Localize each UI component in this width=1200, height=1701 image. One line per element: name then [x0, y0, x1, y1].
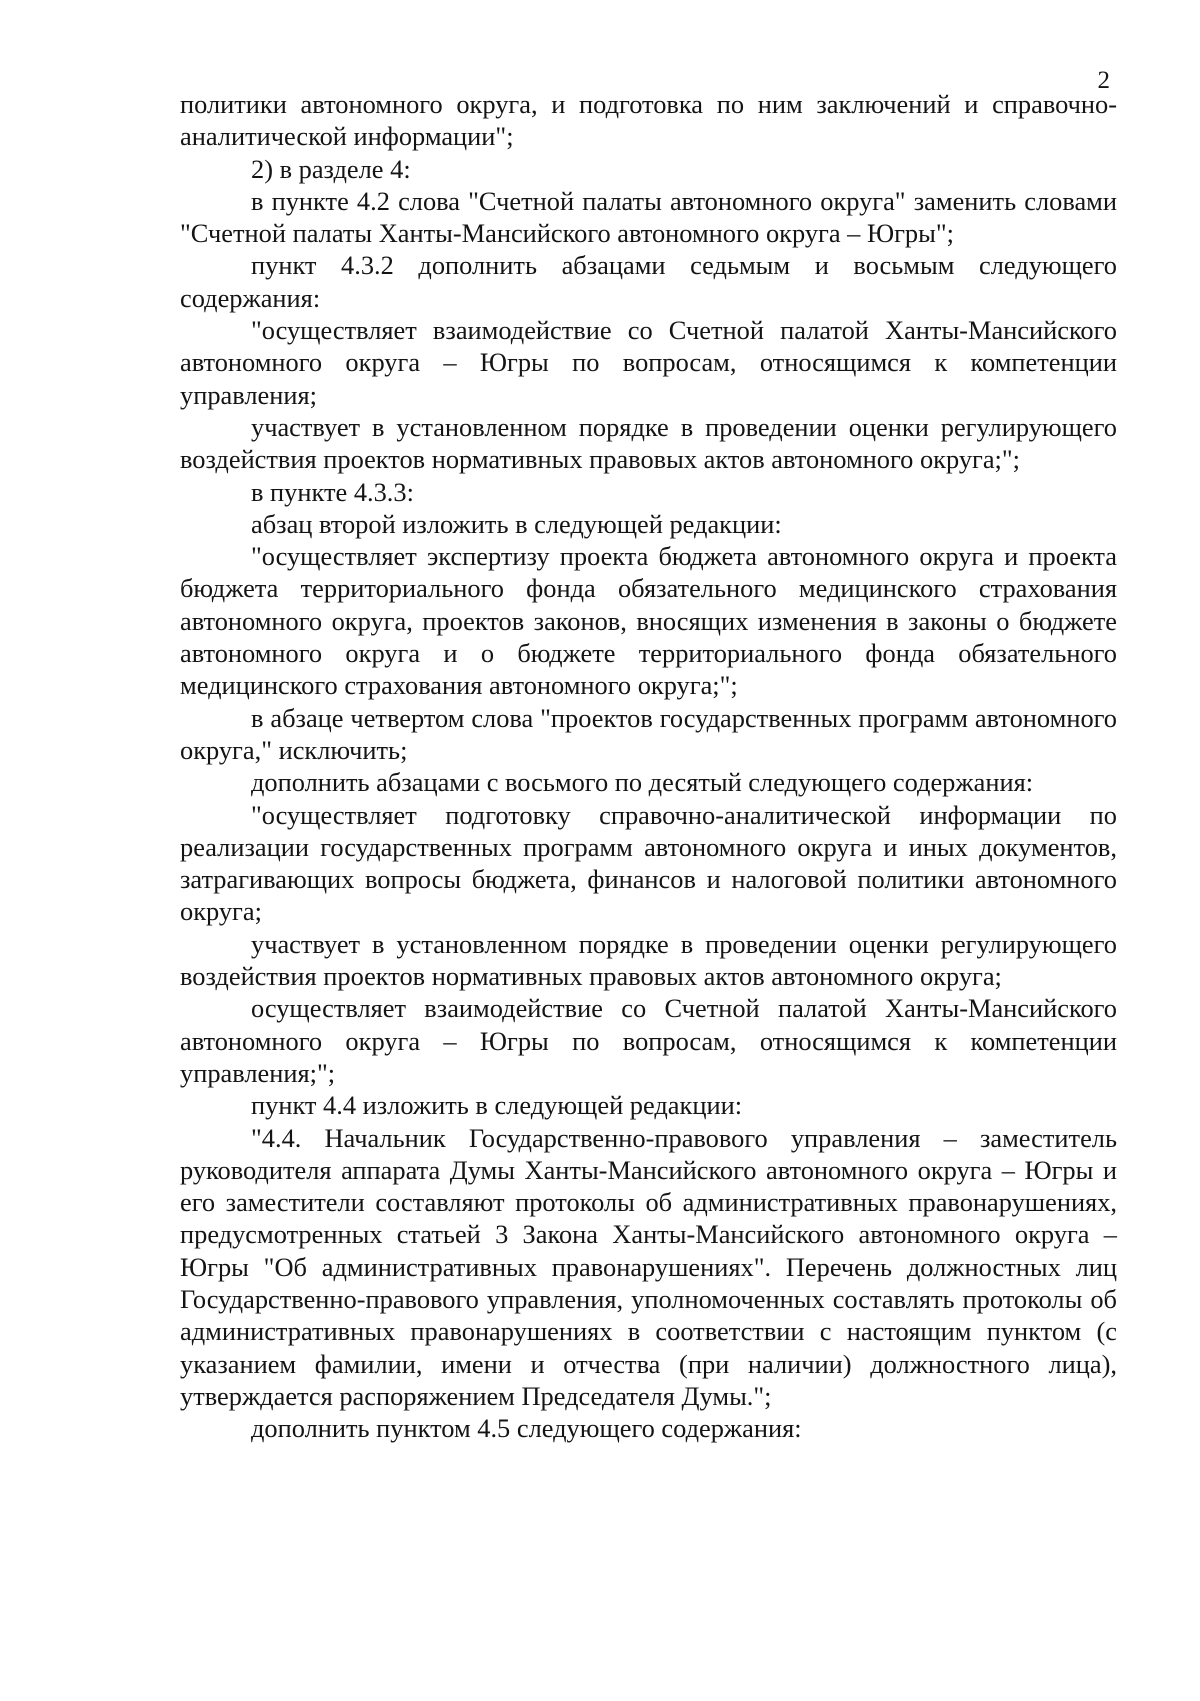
page-number: 2 [1097, 67, 1110, 94]
paragraph-item-4-2: в пункте 4.2 слова "Счетной палаты автономного округа" заменить словами "Счетной палаты Ханты-Мансийского автономного округа – Югры"; [180, 185, 1117, 249]
paragraph-quote-4-4: "4.4. Начальник Государственно-правового управления – заместитель руководителя аппарата Думы Ханты-Мансийского автономного округа – Югры и его заместители составляют протоколы об административных правонарушениях, предусмотренных статьей 3 Закона Ханты-Мансийского автономного округа – Югры "Об административных правонарушениях". Перечень должностных лиц Государственно-правового управления, уполномоченных составлять протоколы об административных правонарушениях в соответствии с настоящим пунктом (с указанием фамилии, имени и отчества (при наличии) должностного лица), утверждается распоряжением Председателя Думы."; [180, 1122, 1117, 1411]
paragraph-regulatory-2: участвует в установленном порядке в проведении оценки регулирующего воздействия проектов нормативных правовых актов автономного округа; [180, 928, 1117, 992]
paragraph-add-4-5: дополнить пунктом 4.5 следующего содержания: [251, 1413, 802, 1444]
paragraph-quote-analytics: "осуществляет подготовку справочно-аналитической информации по реализации государственных программ автономного округа и иных документов, затрагивающих вопросы бюджета, финансов и налоговой политики автономного округа; [180, 799, 1117, 927]
document-body [180, 88, 1117, 1444]
paragraph-item-4-3-3: в пункте 4.3.3: [251, 476, 414, 507]
paragraph-section-4-heading: 2) в разделе 4: [251, 153, 411, 184]
paragraph-quote-budget-expertise: "осуществляет экспертизу проекта бюджета автономного округа и проекта бюджета территориального фонда обязательного медицинского страхования автономного округа, проектов законов, вносящих изменения в законы о бюджете автономного округа и о бюджете территориального фонда обязательного медицинского страхования автономного округа;"; [180, 541, 1117, 701]
paragraph-continuation: политики автономного округа, и подготовка по ним заключений и справочно-аналитической информации"; [180, 89, 1117, 152]
paragraph-fourth-abzac: в абзаце четвертом слова "проектов государственных программ автономного округа," исключить; [180, 702, 1117, 765]
paragraph-item-4-3-2: пункт 4.3.2 дополнить абзацами седьмым и восьмым следующего содержания: [180, 250, 1117, 313]
paragraph-second-abzac: абзац второй изложить в следующей редакции: [251, 508, 782, 539]
paragraph-item-4-4: пункт 4.4 изложить в следующей редакции: [251, 1090, 743, 1121]
paragraph-add-abzacs: дополнить абзацами с восьмого по десятый следующего содержания: [251, 767, 1034, 798]
paragraph-quote-interaction: "осуществляет взаимодействие со Счетной палатой Ханты-Мансийского автономного округа – Югры по вопросам, относящимся к компетенции управления; [180, 315, 1117, 410]
paragraph-interaction-2: осуществляет взаимодействие со Счетной палатой Ханты-Мансийского автономного округа – Югры по вопросам, относящимся к компетенции управления;"; [180, 993, 1117, 1088]
paragraph-quote-regulatory: участвует в установленном порядке в проведении оценки регулирующего воздействия проектов нормативных правовых актов автономного округа;"; [180, 411, 1117, 475]
